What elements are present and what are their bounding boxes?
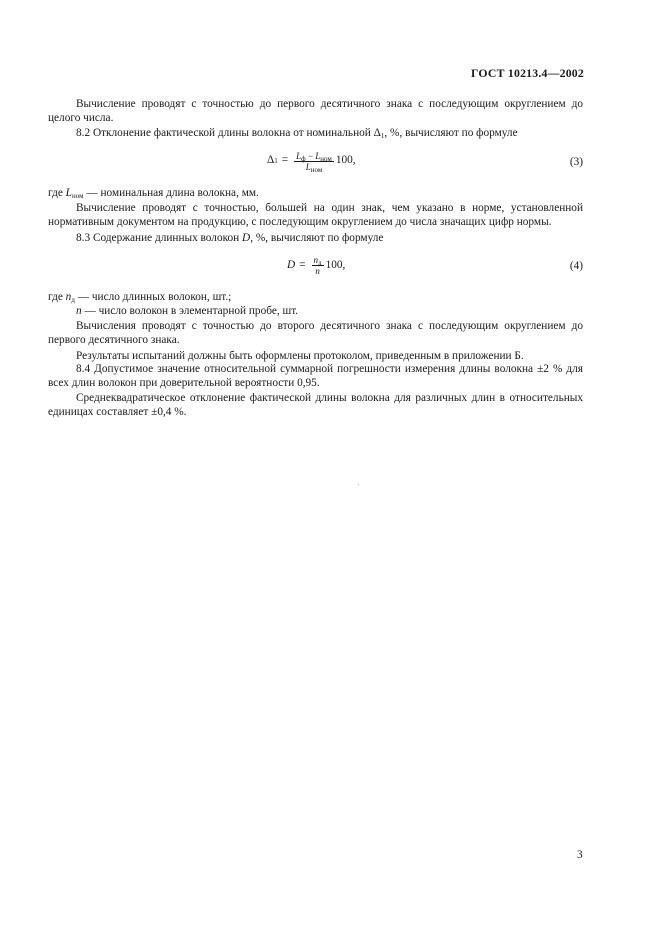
formula-4-numerator [312,255,324,266]
formula-4 [48,251,583,285]
scan-speck [358,484,359,485]
definition-L: L [65,186,72,199]
formula-3-delta: Δ [267,154,275,167]
definition-d-sub: д [71,296,75,305]
formula-4-D: D [287,258,296,271]
numerator-n: n [313,255,319,266]
definition-n: n [76,304,82,317]
paragraph-8-4: 8.4 Допустимое значение относительной суммарной погрешности измерения длины волокна ±2 % для всех длин волокон при доверительной вероятности 0,95. [48,363,583,389]
numerator-f-sub: ф [301,154,306,163]
paragraph-protocol: Результаты испытаний должны быть оформлены протоколом, приведенным в приложении Б. [76,349,524,362]
definition-nd-text: — число длинных волокон, шт.; [74,291,232,304]
formula-4-multiplier: 100, [325,258,346,271]
definition-n-d: n [65,291,72,304]
numerator-d-sub: д [318,259,322,268]
formula-3-equals: = [281,154,289,167]
standard-code-header: ГОСТ 10213.4—2002 [471,66,584,80]
numerator-L-nom: L [315,150,321,161]
paragraph-8-3 [48,232,583,246]
paragraph-8-2 [48,127,583,141]
formula-3 [48,147,583,181]
formula-4-expression [287,255,345,276]
paragraph-rounding-note-2: Вычисления проводят с точностью до второго десятичного знака с последующим округлением до первого десятичного знака. [48,320,583,346]
delta-symbol: Δ [373,127,381,140]
formula-3-multiplier: 100, [335,154,356,167]
where-label: где [48,186,66,199]
definition-text: — номинальная длина волокна, мм. [83,186,259,199]
paragraph-std-deviation: Среднеквадратическое отклонение фактической длины волокна для различных длин в относительных единицах составляет ±0,4 %. [48,392,583,418]
paragraph-8-3-text: 8.3 Содержание длинных волокон [76,231,243,244]
formula-4-number: (4) [569,260,583,273]
symbol-D: D [242,231,251,244]
paragraph-n-definition [48,305,583,319]
formula-4-denominator: n [315,266,320,277]
paragraph-l-nom-definition [48,187,583,201]
paragraph-8-2-suffix: , %, вычисляют по формуле [384,127,518,140]
numerator-minus: − [305,150,316,161]
delta-subscript: 1 [380,132,385,141]
denominator-L-nom: L [305,161,311,172]
denominator-nom-sub: ном [310,165,323,174]
formula-3-number: (3) [569,155,583,168]
paragraph-8-3-suffix: , %, вычисляют по формуле [250,231,384,244]
page-number: 3 [577,849,583,861]
paragraph-precision-note: Вычисление проводят с точностью, большей на один знак, чем указано в норме, установленной нормативным документом на продукцию, с последующим округлением до числа значащих цифр нормы. [48,202,583,228]
where-label-2: где [48,291,66,304]
formula-3-numerator [294,151,334,162]
document-body [48,98,583,420]
formula-3-expression: Δ 1 = $\frac{L_ф - L_{ном}}{L_{ном}}$ 100, [267,150,356,174]
formula-3-denominator [304,162,325,172]
paragraph-nd-definition [48,291,583,305]
formula-4-equals: = [299,258,306,271]
definition-nom-sub: ном [71,191,84,200]
formula-3-fraction [294,151,334,172]
paragraph-rounding-note: Вычисление проводят с точностью до первого десятичного знака с последующим округлением до целого числа. [48,98,583,124]
numerator-nom-sub: ном [320,154,332,163]
paragraph-8-2-text: 8.2 Отклонение фактической длины волокна от номинальной [76,127,374,140]
numerator-L-f: L [296,150,302,161]
formula-4-fraction [312,255,324,276]
definition-n-text: — число волокон в элементарной пробе, шт. [81,304,299,317]
